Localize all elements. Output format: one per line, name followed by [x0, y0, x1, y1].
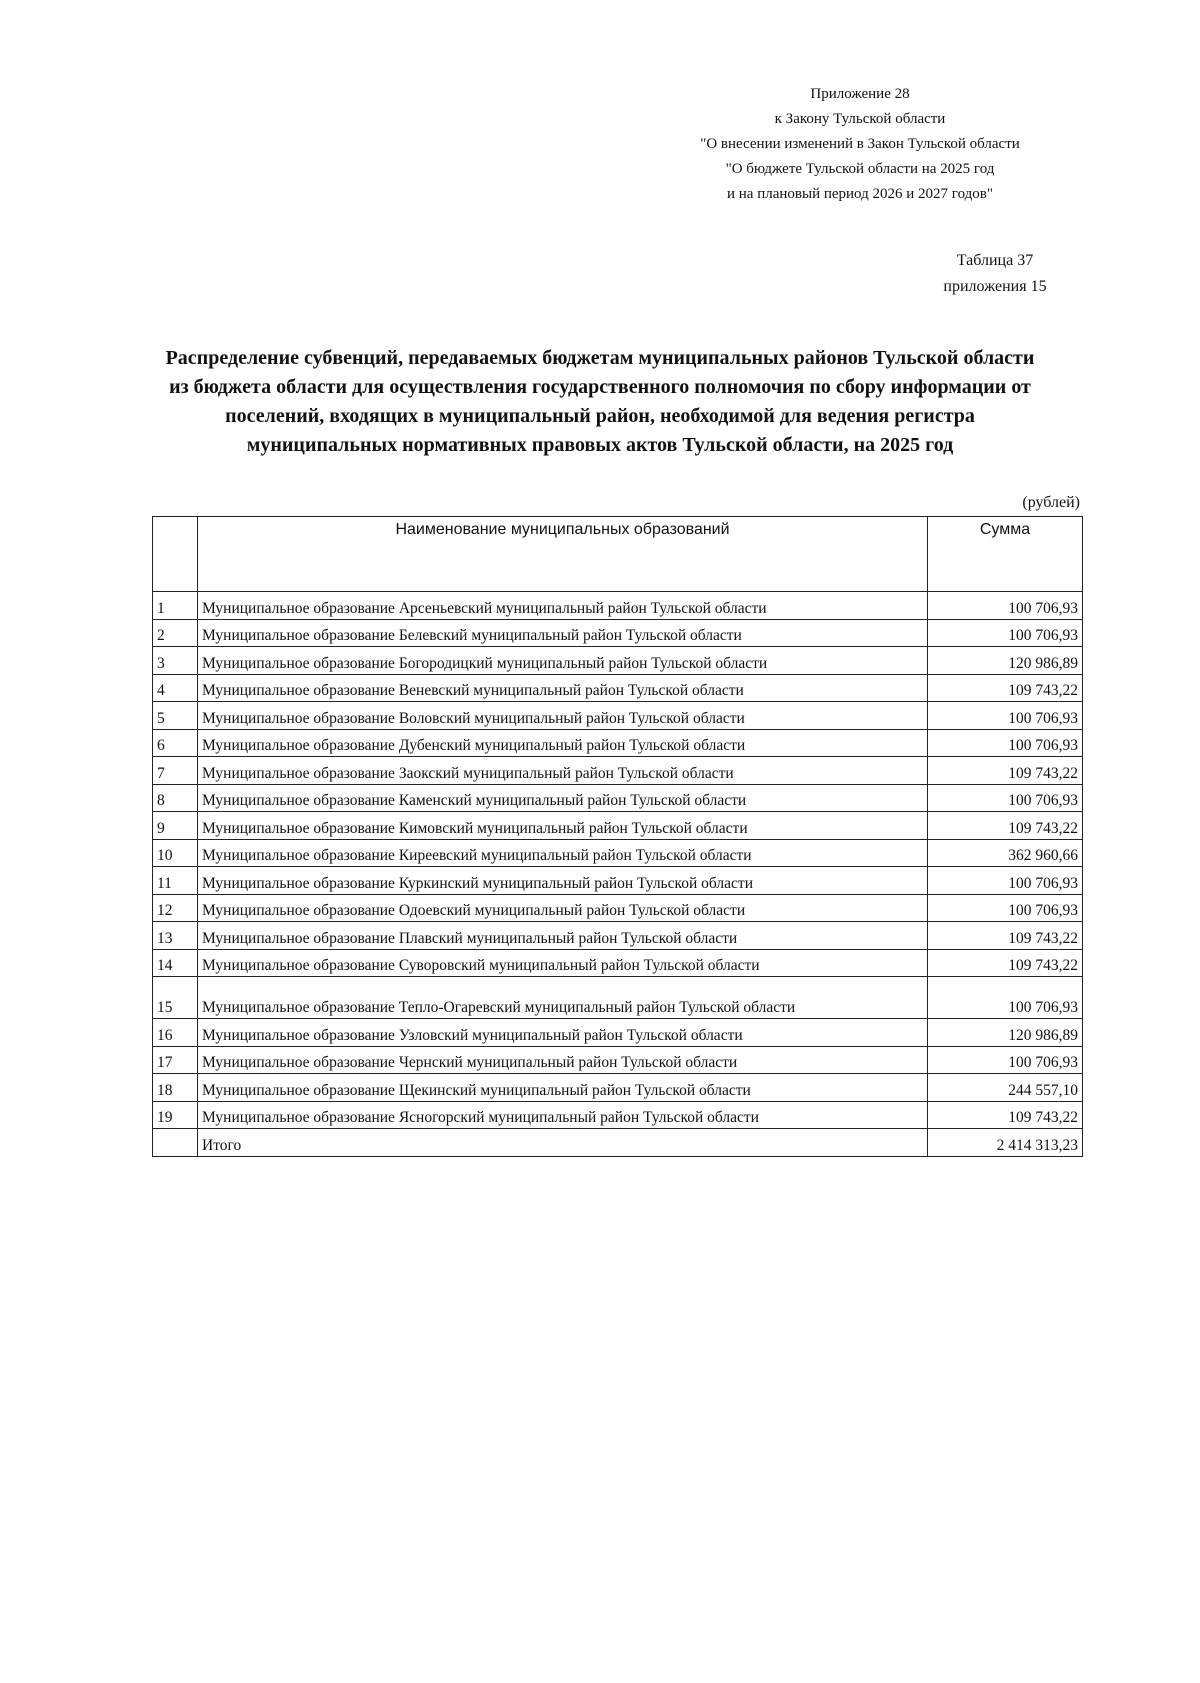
table-row	[153, 922, 1083, 950]
appendix-header-line: "О внесении изменений в Закон Тульской области	[700, 136, 1020, 152]
row-number: 17	[153, 1046, 198, 1074]
subvention-amount: 100 706,93	[928, 977, 1083, 1019]
row-number: 16	[153, 1019, 198, 1047]
table-row	[153, 1019, 1083, 1047]
municipality-name: Муниципальное образование Веневский муниципальный район Тульской области	[198, 674, 928, 702]
subvention-table	[152, 516, 1083, 1157]
row-number: 1	[153, 592, 198, 620]
appendix-header-line: "О бюджете Тульской области на 2025 год	[725, 161, 995, 177]
row-number: 11	[153, 867, 198, 895]
subvention-amount: 109 743,22	[928, 949, 1083, 977]
row-number: 15	[153, 977, 198, 1019]
table-row	[153, 839, 1083, 867]
subvention-amount: 100 706,93	[928, 592, 1083, 620]
table-number: Таблица 37	[956, 252, 1034, 269]
municipality-name: Муниципальное образование Белевский муниципальный район Тульской области	[198, 619, 928, 647]
municipality-name: Муниципальное образование Каменский муниципальный район Тульской области	[198, 784, 928, 812]
table-row	[153, 1046, 1083, 1074]
row-number: 10	[153, 839, 198, 867]
row-number: 5	[153, 702, 198, 730]
appendix-header-line: Приложение 28	[810, 86, 910, 102]
column-header-sum: Сумма	[928, 517, 1083, 592]
municipality-name: Муниципальное образование Чернский муниципальный район Тульской области	[198, 1046, 928, 1074]
row-number: 12	[153, 894, 198, 922]
subvention-amount: 120 986,89	[928, 647, 1083, 675]
row-number: 19	[153, 1101, 198, 1129]
municipality-name: Муниципальное образование Одоевский муниципальный район Тульской области	[198, 894, 928, 922]
units-label: (рублей)	[1022, 494, 1080, 511]
table-row	[153, 702, 1083, 730]
subvention-amount: 109 743,22	[928, 922, 1083, 950]
municipality-name: Муниципальное образование Плавский муниципальный район Тульской области	[198, 922, 928, 950]
subvention-amount: 100 706,93	[928, 867, 1083, 895]
row-number: 7	[153, 757, 198, 785]
row-number: 2	[153, 619, 198, 647]
table-row	[153, 812, 1083, 840]
table-reference	[920, 248, 1070, 300]
total-row-number	[153, 1129, 198, 1157]
subvention-amount: 100 706,93	[928, 702, 1083, 730]
municipality-name: Муниципальное образование Суворовский муниципальный район Тульской области	[198, 949, 928, 977]
appendix-number: приложения 15	[943, 278, 1047, 295]
municipality-name: Муниципальное образование Воловский муниципальный район Тульской области	[198, 702, 928, 730]
subvention-amount: 109 743,22	[928, 812, 1083, 840]
municipality-name: Муниципальное образование Дубенский муниципальный район Тульской области	[198, 729, 928, 757]
municipality-name: Муниципальное образование Заокский муниципальный район Тульской области	[198, 757, 928, 785]
municipality-name: Муниципальное образование Тепло-Огаревский муниципальный район Тульской области	[198, 977, 928, 1019]
document-title	[110, 344, 1090, 460]
document-title-line: из бюджета области для осуществления государственного полномочия по сбору информации от	[169, 376, 1031, 398]
table-row	[153, 867, 1083, 895]
table-row	[153, 757, 1083, 785]
municipality-name: Муниципальное образование Богородицкий муниципальный район Тульской области	[198, 647, 928, 675]
municipality-name: Муниципальное образование Ясногорский муниципальный район Тульской области	[198, 1101, 928, 1129]
municipality-name: Муниципальное образование Арсеньевский муниципальный район Тульской области	[198, 592, 928, 620]
table-row	[153, 949, 1083, 977]
appendix-header-line: к Закону Тульской области	[774, 111, 946, 127]
row-number: 14	[153, 949, 198, 977]
row-number: 8	[153, 784, 198, 812]
row-number: 4	[153, 674, 198, 702]
document-title-line: поселений, входящих в муниципальный район, необходимой для ведения регистра	[225, 405, 975, 427]
subvention-amount: 120 986,89	[928, 1019, 1083, 1047]
municipality-name: Муниципальное образование Узловский муниципальный район Тульской области	[198, 1019, 928, 1047]
table-row	[153, 592, 1083, 620]
appendix-header-line: и на плановый период 2026 и 2027 годов"	[727, 186, 993, 202]
row-number: 6	[153, 729, 198, 757]
subvention-amount: 100 706,93	[928, 894, 1083, 922]
table-row	[153, 647, 1083, 675]
subvention-amount: 109 743,22	[928, 674, 1083, 702]
row-number: 9	[153, 812, 198, 840]
table-row	[153, 619, 1083, 647]
column-header-name: Наименование муниципальных образований	[198, 517, 928, 592]
table-row	[153, 784, 1083, 812]
table-row	[153, 674, 1083, 702]
table-header-row	[153, 517, 1083, 592]
subvention-amount: 100 706,93	[928, 784, 1083, 812]
subvention-amount: 100 706,93	[928, 1046, 1083, 1074]
row-number: 13	[153, 922, 198, 950]
document-title-line: Распределение субвенций, передаваемых бюджетам муниципальных районов Тульской области	[165, 347, 1035, 369]
municipality-name: Муниципальное образование Киреевский муниципальный район Тульской области	[198, 839, 928, 867]
subvention-amount: 100 706,93	[928, 619, 1083, 647]
total-amount: 2 414 313,23	[928, 1129, 1083, 1157]
subvention-amount: 109 743,22	[928, 1101, 1083, 1129]
subvention-amount: 362 960,66	[928, 839, 1083, 867]
column-header-number	[153, 517, 198, 592]
row-number: 3	[153, 647, 198, 675]
subvention-amount: 244 557,10	[928, 1074, 1083, 1102]
total-label: Итого	[198, 1129, 928, 1157]
table-row	[153, 729, 1083, 757]
subvention-amount: 109 743,22	[928, 757, 1083, 785]
appendix-header	[640, 82, 1080, 207]
table-row	[153, 894, 1083, 922]
table-row	[153, 977, 1083, 1019]
table-total-row	[153, 1129, 1083, 1157]
subvention-amount: 100 706,93	[928, 729, 1083, 757]
municipality-name: Муниципальное образование Куркинский муниципальный район Тульской области	[198, 867, 928, 895]
row-number: 18	[153, 1074, 198, 1102]
table-row	[153, 1101, 1083, 1129]
municipality-name: Муниципальное образование Щекинский муниципальный район Тульской области	[198, 1074, 928, 1102]
document-title-line: муниципальных нормативных правовых актов Тульской области, на 2025 год	[246, 434, 954, 456]
municipality-name: Муниципальное образование Кимовский муниципальный район Тульской области	[198, 812, 928, 840]
table-row	[153, 1074, 1083, 1102]
